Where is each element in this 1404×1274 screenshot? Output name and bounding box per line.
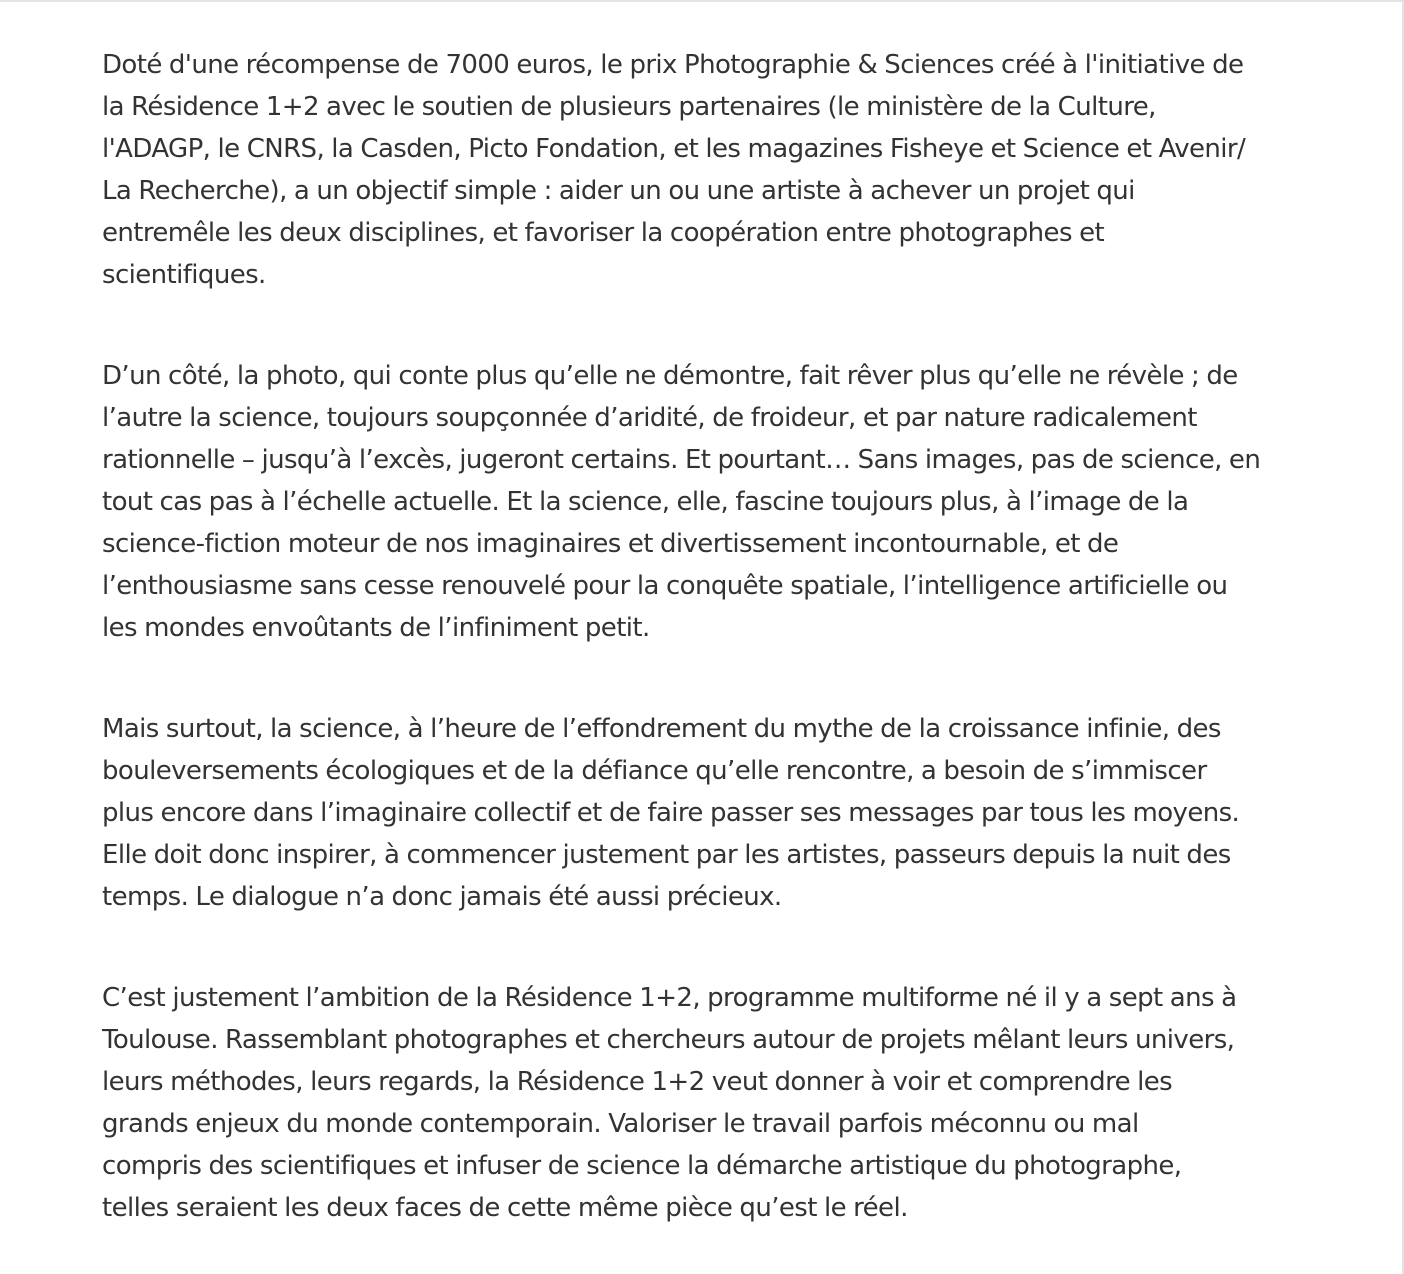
paragraph-line: l’enthousiasme sans cesse renouvelé pour la conquête spatiale, l’intelligence artificielle ou: [102, 571, 1228, 601]
paragraph-line: rationnelle – jusqu’à l’excès, jugeront certains. Et pourtant… Sans images, pas de science, en: [102, 445, 1261, 475]
paragraph-line: Elle doit donc inspirer, à commencer justement par les artistes, passeurs depuis la nuit des: [102, 840, 1231, 870]
paragraph-line: l’autre la science, toujours soupçonnée d’aridité, de froideur, et par nature radicalement: [102, 403, 1197, 433]
paragraph-line: plus encore dans l’imaginaire collectif et de faire passer ses messages par tous les moyens.: [102, 798, 1240, 828]
paragraph-line: l'ADAGP, le CNRS, la Casden, Picto Fondation, et les magazines Fisheye et Science et Avenir/: [102, 134, 1246, 164]
paragraph-prize: [102, 44, 1272, 296]
paragraph-line: La Recherche), a un objectif simple : aider un ou une artiste à achever un projet qui: [102, 176, 1135, 206]
paragraph-line: bouleversements écologiques et de la défiance qu’elle rencontre, a besoin de s’immiscer: [102, 756, 1207, 786]
paragraph-line: telles seraient les deux faces de cette même pièce qu’est le réel.: [102, 1193, 908, 1223]
paragraph-line: Doté d'une récompense de 7000 euros, le prix Photographie & Sciences créé à l'initiative de: [102, 50, 1244, 80]
paragraph-line: temps. Le dialogue n’a donc jamais été aussi précieux.: [102, 882, 782, 912]
paragraph-line: C’est justement l’ambition de la Résidence 1+2, programme multiforme né il y a sept ans à: [102, 983, 1237, 1013]
paragraph-line: compris des scientifiques et infuser de science la démarche artistique du photographe,: [102, 1151, 1182, 1181]
article-body: [102, 44, 1272, 1229]
paragraph-residence: [102, 977, 1272, 1229]
paragraph-line: la Résidence 1+2 avec le soutien de plusieurs partenaires (le ministère de la Culture,: [102, 92, 1156, 122]
paragraph-line: entremêle les deux disciplines, et favoriser la coopération entre photographes et: [102, 218, 1105, 248]
paragraph-line: les mondes envoûtants de l’infiniment petit.: [102, 613, 650, 643]
paragraph-imaginary: [102, 708, 1272, 918]
paragraph-line: grands enjeux du monde contemporain. Valoriser le travail parfois méconnu ou mal: [102, 1109, 1139, 1139]
paragraph-line: scientifiques.: [102, 260, 266, 290]
paragraph-line: science-fiction moteur de nos imaginaires et divertissement incontournable, et de: [102, 529, 1119, 559]
paragraph-line: leurs méthodes, leurs regards, la Résidence 1+2 veut donner à voir et comprendre les: [102, 1067, 1173, 1097]
paragraph-line: Mais surtout, la science, à l’heure de l’effondrement du mythe de la croissance infinie, des: [102, 714, 1221, 744]
paragraph-photo-science: [102, 355, 1272, 649]
paragraph-line: Toulouse. Rassemblant photographes et chercheurs autour de projets mêlant leurs univers,: [102, 1025, 1235, 1055]
paragraph-line: D’un côté, la photo, qui conte plus qu’elle ne démontre, fait rêver plus qu’elle ne révèle ; de: [102, 361, 1238, 391]
paragraph-line: tout cas pas à l’échelle actuelle. Et la science, elle, fascine toujours plus, à l’image de la: [102, 487, 1189, 517]
